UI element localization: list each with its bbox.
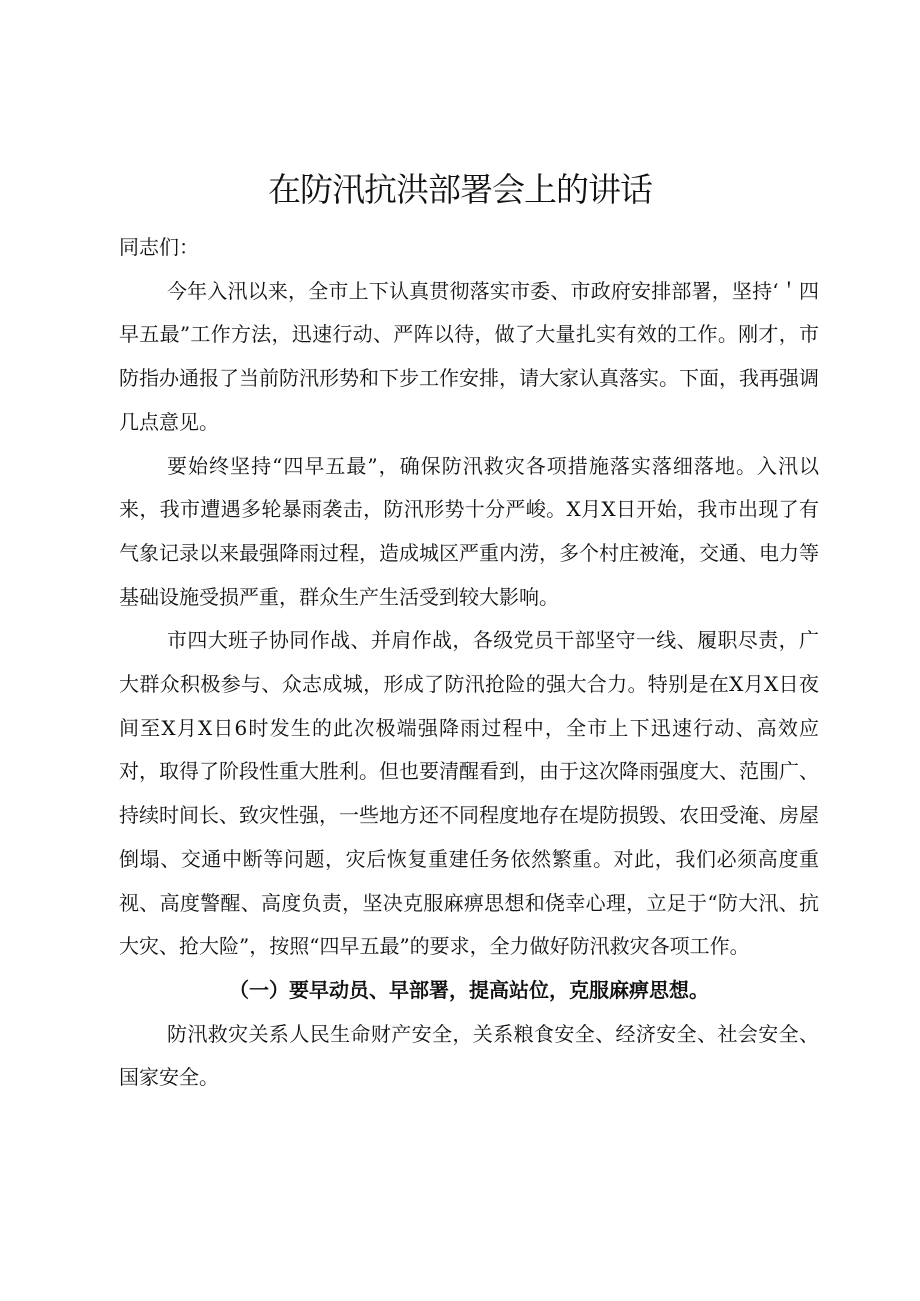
greeting: 同志们：: [119, 235, 199, 259]
paragraph-3: 市四大班子协同作战、并肩作战，各级党员干部坚守一线、履职尽责，广大群众积极参与、众志成城，形成了防汛抢险的强大合力。特别是在X月X日夜间至X月X日6时发生的此次极端强降雨过程中，全市上下迅速行动、高效应对，取得了阶段性重大胜利。但也要清醒看到，由于这次降雨强度大、范围广、持续时间长、致灾性强，一些地方还不同程度地存在堤防损毁、农田受淹、房屋倒塌、交通中断等问题，灾后恢复重建任务依然繁重。对此，我们必须高度重视、高度警醒、高度负责，坚决克服麻痹思想和侥幸心理，立足于“防大汛、抗大灾、抢大险”，按照“四早五最”的要求，全力做好防汛救灾各项工作。: [119, 628, 819, 959]
paragraph-1: 今年入汛以来，全市上下认真贯彻落实市委、市政府安排部署，坚持‘＇四早五最”工作方法，迅速行动、严阵以待，做了大量扎实有效的工作。刚才，市防指办通报了当前防汛形势和下步工作安排，请大家认真落实。下面，我再强调几点意见。: [119, 278, 819, 434]
paragraph-2: 要始终坚持“四早五最”，确保防汛救灾各项措施落实落细落地。入汛以来，我市遭遇多轮暴雨袭击，防汛形势十分严峻。X月X日开始，我市出现了有气象记录以来最强降雨过程，造成城区严重内涝，多个村庄被淹，交通、电力等基础设施受损严重，群众生产生活受到较大影响。: [119, 453, 819, 609]
document-body: [119, 226, 819, 1100]
document-title: 在防汛抗洪部署会上的讲话: [268, 170, 652, 209]
section-subheading: （一）要早动员、早部署，提高站位，克服麻痹思想。: [229, 977, 709, 1002]
paragraph-4: 防汛救灾关系人民生命财产安全，关系粮食安全、经济安全、社会安全、国家安全。: [119, 1021, 819, 1090]
